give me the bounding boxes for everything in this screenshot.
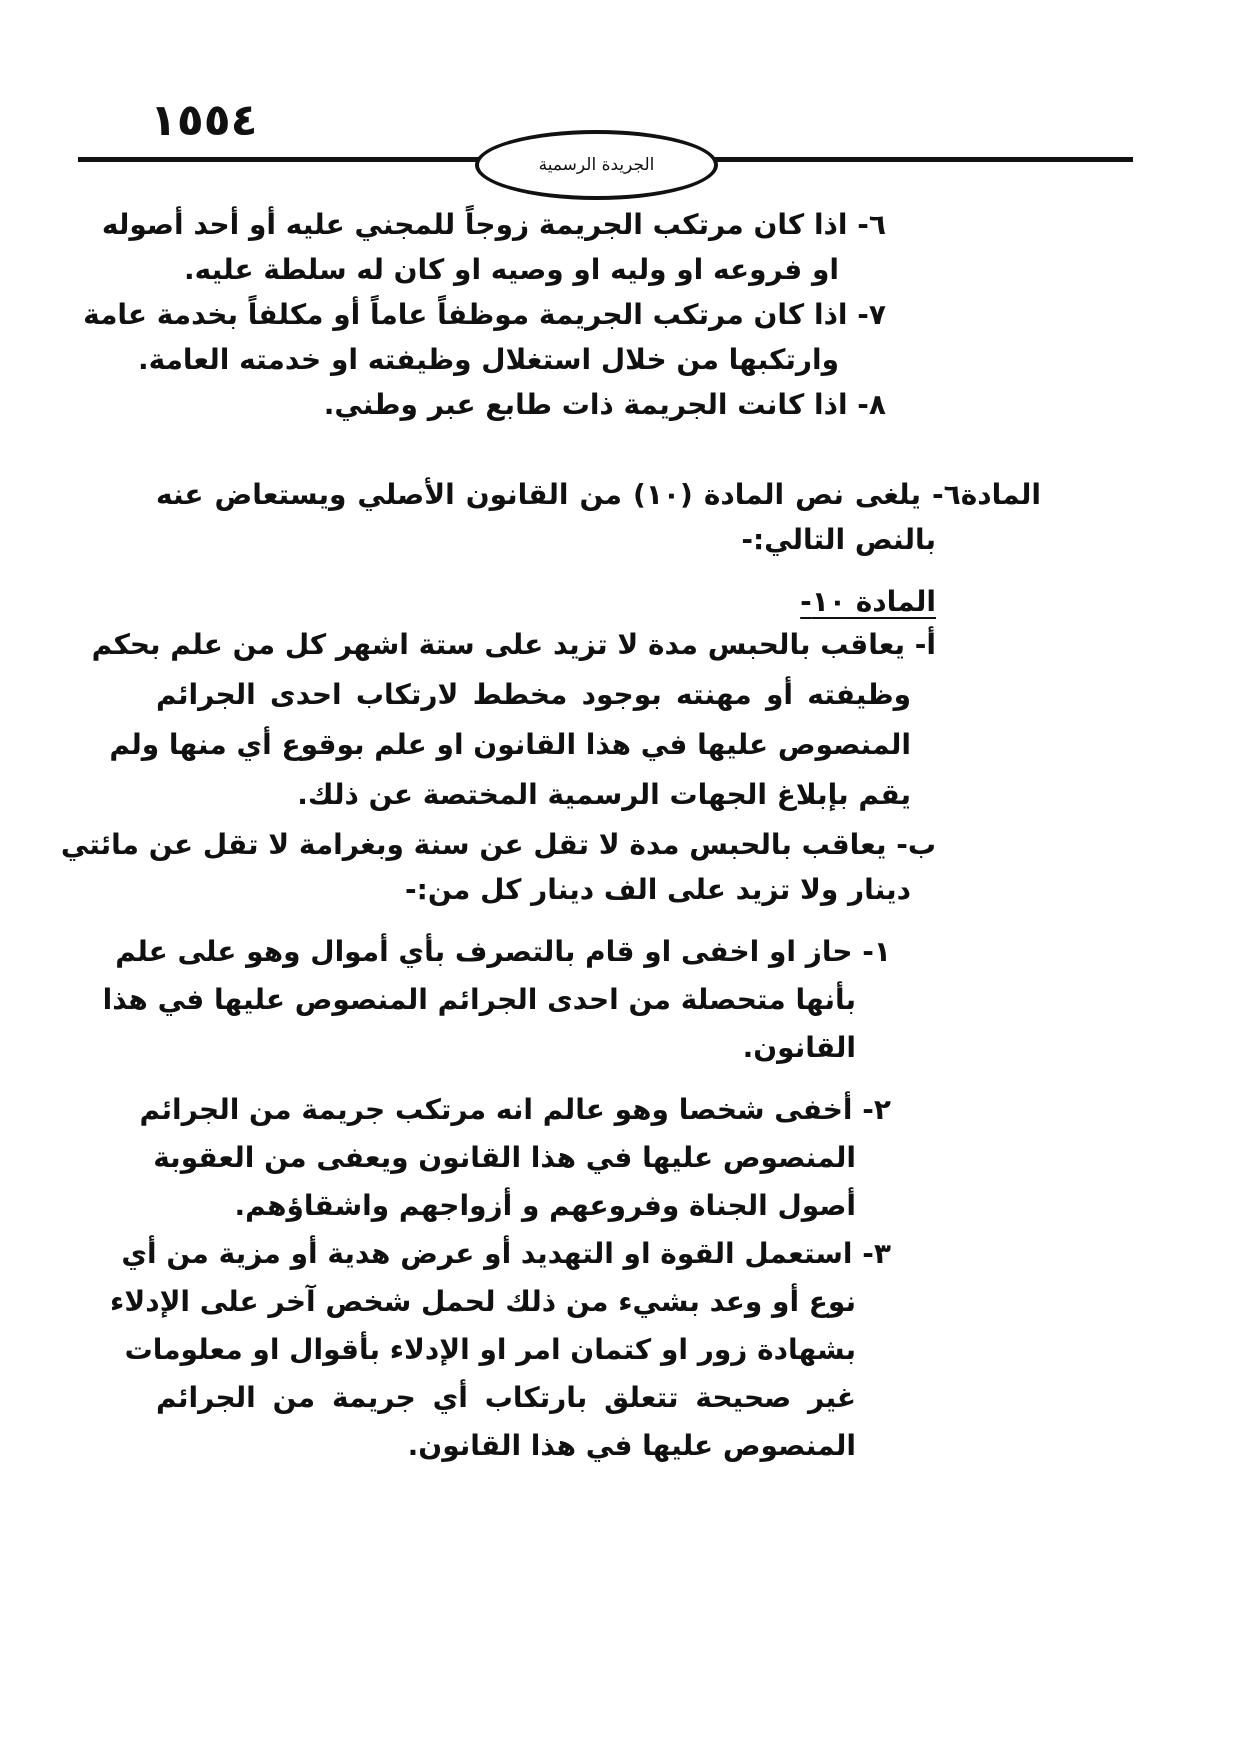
item-7-line-1: ٧- اذا كان مرتكب الجريمة موظفاً عاماً أو مكلفاً بخدمة عامة [83, 298, 886, 331]
sub-item-3-line-5: المنصوص عليها في هذا القانون. [407, 1429, 856, 1462]
item-8-line-1: ٨- اذا كانت الجريمة ذات طابع عبر وطني. [323, 388, 886, 421]
sub-item-2-line-3: أصول الجناة وفروعهم و أزواجهم واشقاؤهم. [234, 1189, 856, 1222]
gazette-title-oval [475, 130, 718, 200]
sub-item-3-line-1: ٣- استعمل القوة او التهديد أو عرض هدية أو مزية من أي [121, 1237, 891, 1270]
para-b-line-2: دينار ولا تزيد على الف دينار كل من:- [405, 873, 911, 906]
item-6-line-1: ٦- اذا كان مرتكب الجريمة زوجاً للمجني عليه أو أحد أصوله [101, 208, 886, 241]
article-6-line-2: بالنص التالي:- [741, 523, 936, 556]
gazette-title: الجريدة الرسمية [538, 155, 655, 175]
article-6-line-1: المادة٦- يلغى نص المادة (١٠) من القانون الأصلي ويستعاض عنه [156, 478, 1042, 511]
para-b-line-1: ب- يعاقب بالحبس مدة لا تقل عن سنة وبغرامة لا تقل عن مائتي [60, 828, 936, 861]
page-number: ١٥٥٤ [150, 95, 258, 146]
para-a-line-3: المنصوص عليها في هذا القانون او علم بوقوع أي منها ولم [109, 728, 911, 761]
para-a-line-4: يقم بإبلاغ الجهات الرسمية المختصة عن ذلك. [297, 778, 911, 811]
item-6-line-2: او فروعه او وليه او وصيه او كان له سلطة عليه. [184, 253, 839, 286]
para-a-line-2: وظيفته أو مهنته بوجود مخطط لارتكاب احدى الجرائم [156, 678, 911, 711]
sub-item-3-line-2: نوع أو وعد بشيء من ذلك لحمل شخص آخر على الإدلاء [110, 1285, 856, 1318]
sub-item-3-line-4: غير صحيحة تتعلق بارتكاب أي جريمة من الجرائم [156, 1381, 856, 1414]
para-a-line-1: أ- يعاقب بالحبس مدة لا تزيد على ستة اشهر كل من علم بحكم [91, 628, 936, 661]
sub-item-1-line-3: القانون. [742, 1031, 856, 1064]
sub-item-1-line-2: بأنها متحصلة من احدى الجرائم المنصوص عليها في هذا [102, 983, 856, 1016]
article-10-heading: المادة ١٠- [800, 585, 936, 618]
sub-item-2-line-2: المنصوص عليها في هذا القانون ويعفى من العقوبة [153, 1141, 856, 1174]
sub-item-2-line-1: ٢- أخفى شخصا وهو عالم انه مرتكب جريمة من الجرائم [139, 1093, 891, 1126]
item-7-line-2: وارتكبها من خلال استغلال وظيفته او خدمته العامة. [137, 343, 839, 376]
sub-item-1-line-1: ١- حاز او اخفى او قام بالتصرف بأي أموال وهو على علم [115, 935, 891, 968]
sub-item-3-line-3: بشهادة زور او كتمان امر او الإدلاء بأقوال او معلومات [124, 1333, 856, 1366]
